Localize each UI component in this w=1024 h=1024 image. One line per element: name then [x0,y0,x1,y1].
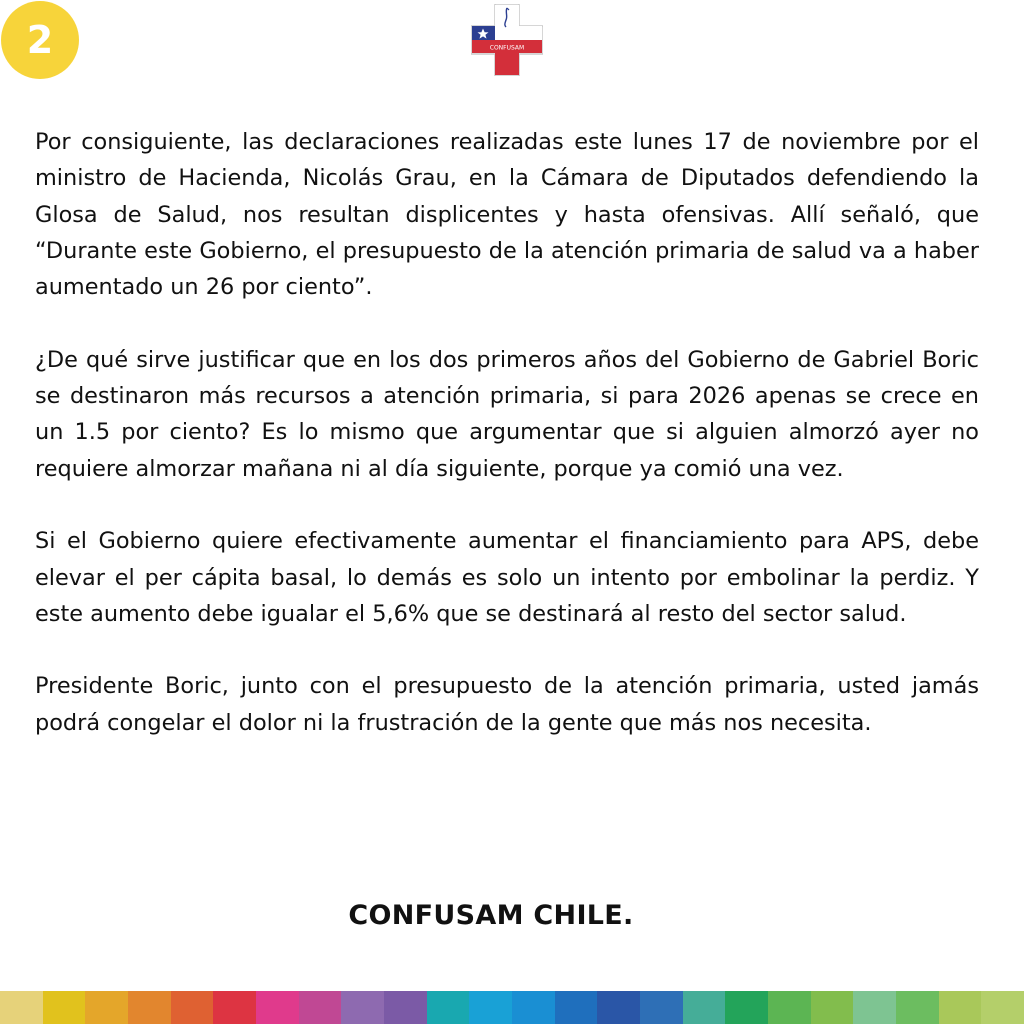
color-strip-segment [811,991,854,1024]
decorative-color-strip [0,991,1024,1024]
color-strip-segment [555,991,598,1024]
paragraph: Si el Gobierno quiere efectivamente aumentar el financiamiento para APS, debe elevar el per cápita basal, lo demás es solo un intento por embolinar la perdiz. Y este aumento debe igualar el 5,6% que se destinará al resto del sector salud. [35,528,979,627]
logo-text: CONFUSAM [489,44,525,52]
paragraph: Por consiguiente, las declaraciones realizadas este lunes 17 de noviembre por el ministro de Hacienda, Nicolás Grau, en la Cámara de Diputados defendiendo la Glosa de Salud, nos resultan displicentes y hasta ofensivas. Allí señaló, que “Durante este Gobierno, el presupuesto de la atención primaria de salud va a haber aumentado un 26 por ciento”. [35,129,979,301]
letter-body [35,124,979,777]
color-strip-segment [512,991,555,1024]
color-strip-segment [896,991,939,1024]
color-strip-segment [597,991,640,1024]
color-strip-segment [939,991,982,1024]
color-strip-segment [427,991,470,1024]
color-strip-segment [85,991,128,1024]
color-strip-segment [853,991,896,1024]
paragraph: ¿De qué sirve justificar que en los dos primeros años del Gobierno de Gabriel Boric se destinaron más recursos a atención primaria, si para 2026 apenas se crece en un 1.5 por ciento? Es lo mismo que argumentar que si alguien almorzó ayer no requiere almorzar mañana ni al día siguiente, porque ya comió una vez. [35,346,979,482]
color-strip-segment [725,991,768,1024]
color-strip-segment [256,991,299,1024]
signature: CONFUSAM CHILE. [348,900,634,931]
confusam-logo [471,4,543,76]
color-strip-segment [469,991,512,1024]
color-strip-segment [213,991,256,1024]
page-number: 2 [26,18,54,62]
color-strip-segment [43,991,86,1024]
color-strip-segment [640,991,683,1024]
color-strip-segment [384,991,427,1024]
color-strip-segment [341,991,384,1024]
paragraph: Presidente Boric, junto con el presupuesto de la atención primaria, usted jamás podrá congelar el dolor ni la frustración de la gente que más nos necesita. [35,673,979,736]
color-strip-segment [768,991,811,1024]
color-strip-segment [981,991,1024,1024]
color-strip-segment [0,991,43,1024]
page-number-badge [1,1,79,79]
color-strip-segment [299,991,342,1024]
color-strip-segment [128,991,171,1024]
chile-flag-cross-icon [471,4,543,76]
color-strip-segment [171,991,214,1024]
color-strip-segment [683,991,726,1024]
